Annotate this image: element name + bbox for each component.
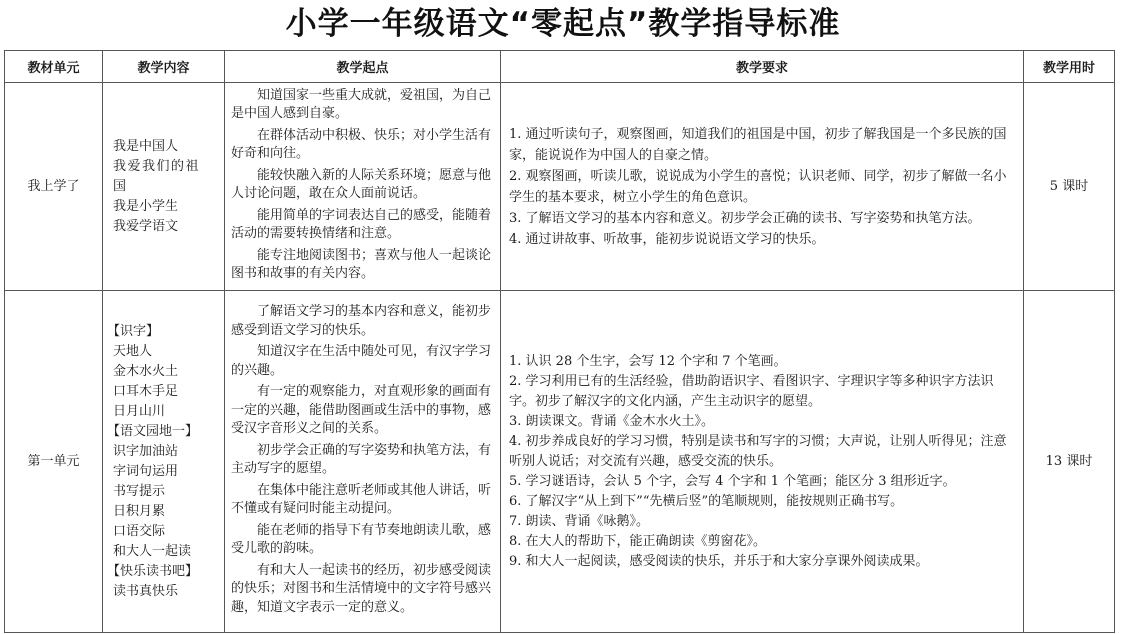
unit-cell: 第一单元 bbox=[5, 291, 103, 633]
header-content: 教学内容 bbox=[103, 51, 225, 83]
time-cell: 5 课时 bbox=[1024, 83, 1115, 291]
requirement-item: 3. 朗读课文。背诵《金木水火土》。 bbox=[509, 413, 715, 429]
start-paragraph: 在集体中能注意听老师或其他人讲话，听不懂或有疑问时能主动提问。 bbox=[231, 482, 492, 516]
content-item: 读书真快乐 bbox=[113, 583, 179, 599]
content-item: 我是中国人 bbox=[113, 138, 179, 154]
table-header-row bbox=[5, 51, 1115, 83]
header-time: 教学用时 bbox=[1024, 51, 1115, 83]
curriculum-table bbox=[4, 50, 1115, 633]
header-unit: 教材单元 bbox=[5, 51, 103, 83]
content-item: 日月山川 bbox=[113, 403, 166, 419]
requirement-item: 7. 朗读、背诵《咏鹅》。 bbox=[509, 513, 650, 529]
header-requirements: 教学要求 bbox=[501, 51, 1024, 83]
requirement-item: 4. 通过讲故事、听故事，能初步说说语文学习的快乐。 bbox=[509, 231, 825, 247]
content-item: 识字加油站 bbox=[113, 443, 179, 459]
content-item: 口语交际 bbox=[113, 523, 166, 539]
requirements-cell bbox=[501, 83, 1024, 291]
content-item: 日积月累 bbox=[113, 503, 166, 519]
content-item: 我是小学生 bbox=[113, 198, 179, 214]
start-paragraph: 有一定的观察能力，对直观形象的画面有一定的兴趣，能借助图画或生活中的事物，感受汉字音形义之间的关系。 bbox=[231, 384, 492, 436]
requirement-item: 1. 通过听读句子，观察图画，知道我们的祖国是中国，初步了解我国是一个多民族的国家，能说说作为中国人的自豪之情。 bbox=[509, 126, 1007, 163]
requirements-cell bbox=[501, 291, 1024, 633]
table-row bbox=[5, 83, 1115, 291]
document-title: 小学一年级语文“零起点”教学指导标准 bbox=[285, 6, 841, 42]
start-paragraph: 了解语文学习的基本内容和意义，能初步感受到语文学习的快乐。 bbox=[231, 304, 492, 338]
content-item: 金木水火土 bbox=[113, 363, 179, 379]
content-item: 国 bbox=[113, 178, 127, 194]
start-paragraph: 能用简单的字词表达自己的感受，能随着活动的需要转换情绪和注意。 bbox=[231, 207, 492, 241]
table-row bbox=[5, 291, 1115, 633]
requirement-item: 5. 学习谜语诗，会认 5 个字，会写 4 个字和 1 个笔画；能区分 3 组形近字。 bbox=[509, 473, 956, 489]
start-paragraph: 能专注地阅读图书；喜欢与他人一起谈论图书和故事的有关内容。 bbox=[231, 247, 492, 281]
requirement-item: 4. 初步养成良好的学习习惯，特别是读书和写字的习惯；大声说，让别人听得见；注意听别人说话；对交流有兴趣，感受交流的快乐。 bbox=[509, 433, 1007, 469]
requirement-item: 2. 学习利用已有的生活经验，借助韵语识字、看图识字、字理识字等多种识字方法识字。初步了解汉字的文化内涵，产生主动识字的愿望。 bbox=[509, 373, 994, 409]
start-cell bbox=[225, 83, 501, 291]
requirement-item: 8. 在大人的帮助下，能正确朗读《剪窗花》。 bbox=[509, 533, 767, 549]
content-item: 口耳木手足 bbox=[113, 383, 179, 399]
content-cell bbox=[103, 291, 225, 633]
content-item: 【识字】 bbox=[107, 323, 160, 339]
content-item: 字词句运用 bbox=[113, 463, 179, 479]
start-paragraph: 初步学会正确的写字姿势和执笔方法，有主动写字的愿望。 bbox=[231, 442, 492, 476]
start-paragraph: 能在老师的指导下有节奏地朗读儿歌，感受儿歌的韵味。 bbox=[231, 522, 492, 556]
content-item: 书写提示 bbox=[113, 483, 166, 499]
content-item: 我爱我们的祖 bbox=[113, 158, 201, 174]
start-paragraph: 有和大人一起读书的经历，初步感受阅读的快乐；对图书和生活情境中的文字符号感兴趣，知道文字表示一定的意义。 bbox=[231, 562, 492, 615]
content-item: 天地人 bbox=[113, 343, 153, 359]
requirement-item: 3. 了解语文学习的基本内容和意义。初步学会正确的读书、写字姿势和执笔方法。 bbox=[509, 210, 981, 226]
content-item: 和大人一起读 bbox=[113, 543, 192, 559]
time-cell: 13 课时 bbox=[1024, 291, 1115, 633]
content-item: 【语文园地一】 bbox=[107, 423, 199, 439]
start-paragraph: 知道汉字在生活中随处可见，有汉字学习的兴趣。 bbox=[231, 344, 492, 378]
content-item: 【快乐读书吧】 bbox=[107, 563, 199, 579]
start-paragraph: 能较快融入新的人际关系环境；愿意与他人讨论问题，敢在众人面前说话。 bbox=[231, 167, 492, 201]
start-paragraph: 知道国家一些重大成就，爱祖国，为自己是中国人感到自豪。 bbox=[231, 87, 492, 121]
requirement-item: 1. 认识 28 个生字，会写 12 个字和 7 个笔画。 bbox=[509, 353, 787, 369]
requirement-item: 6. 了解汉字“从上到下”“先横后竖”的笔顺规则，能按规则正确书写。 bbox=[509, 493, 904, 509]
start-cell bbox=[225, 291, 501, 633]
start-paragraph: 在群体活动中积极、快乐；对小学生活有好奇和向往。 bbox=[231, 127, 492, 161]
content-cell bbox=[103, 83, 225, 291]
requirement-item: 2. 观察图画，听读儿歌，说说成为小学生的喜悦；认识老师、同学，初步了解做一名小学生的基本要求，树立小学生的角色意识。 bbox=[509, 168, 1007, 205]
requirement-item: 9. 和大人一起阅读，感受阅读的快乐，并乐于和大家分享课外阅读成果。 bbox=[509, 553, 929, 569]
unit-cell: 我上学了 bbox=[5, 83, 103, 291]
header-start: 教学起点 bbox=[225, 51, 501, 83]
content-item: 我爱学语文 bbox=[113, 218, 179, 234]
